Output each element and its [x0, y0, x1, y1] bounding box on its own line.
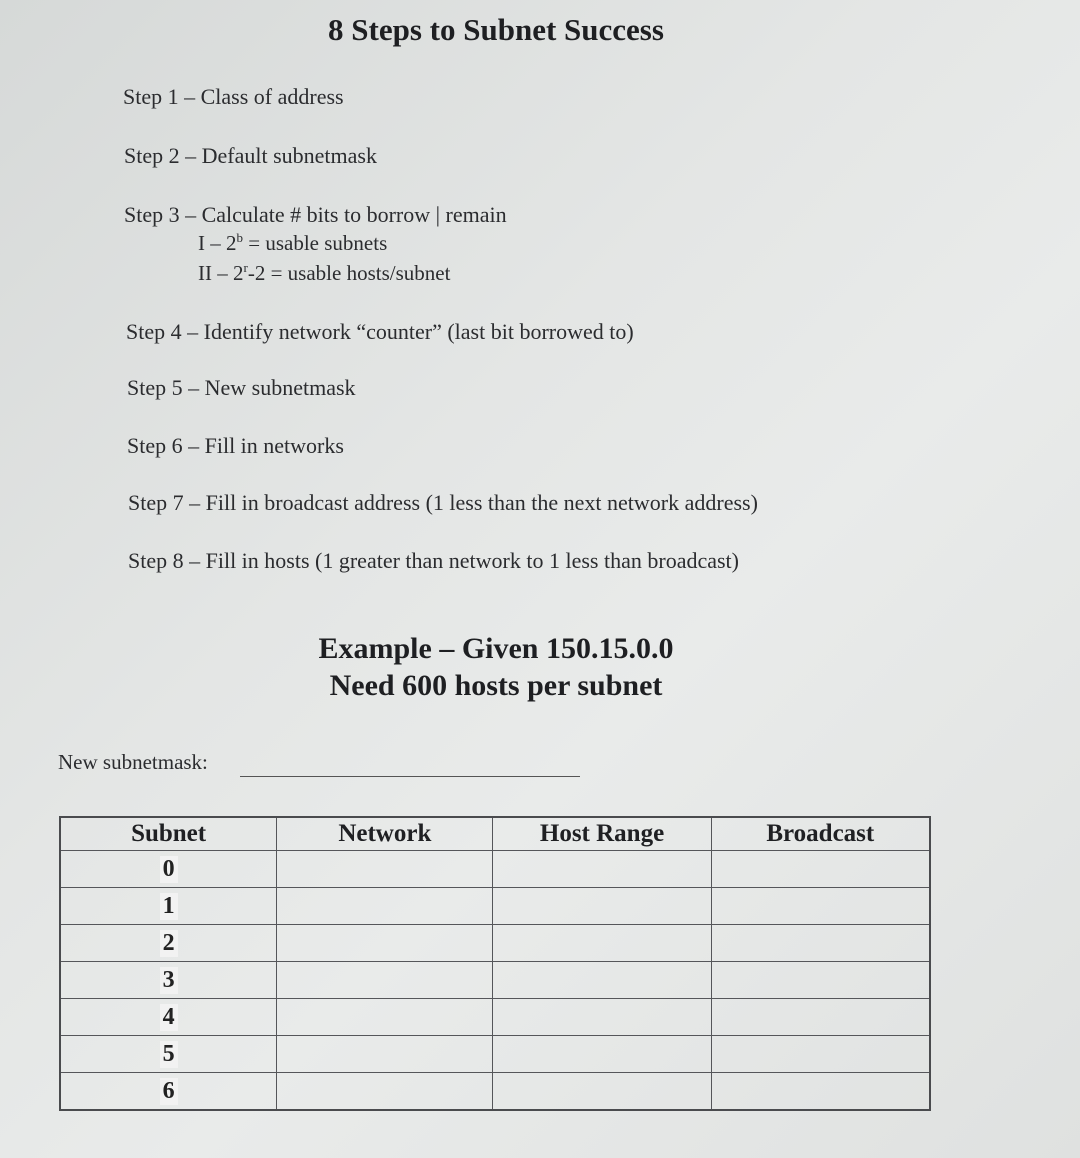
formula-subnets-suffix: = usable subnets — [243, 231, 388, 255]
page-title: 8 Steps to Subnet Success — [328, 12, 664, 47]
subnet-number: 6 — [160, 1078, 178, 1105]
broadcast-cell[interactable] — [711, 925, 930, 962]
network-cell[interactable] — [277, 999, 493, 1036]
host-range-cell[interactable] — [493, 888, 711, 925]
table-row — [60, 999, 930, 1036]
host-range-cell[interactable] — [493, 1073, 711, 1111]
new-subnetmask-label: New subnetmask: — [58, 750, 208, 774]
broadcast-cell[interactable] — [711, 851, 930, 888]
table-row — [60, 851, 930, 888]
broadcast-cell[interactable] — [711, 888, 930, 925]
step-3: Step 3 – Calculate # bits to borrow | remain — [124, 202, 507, 227]
table-row — [60, 962, 930, 999]
example-line-1: Example – Given 150.15.0.0 — [318, 632, 674, 665]
formula-hosts-exponent: r — [243, 260, 248, 275]
header-broadcast: Broadcast — [711, 817, 930, 851]
step-3-formula-hosts — [198, 261, 450, 286]
step-6: Step 6 – Fill in networks — [127, 433, 344, 458]
subnet-number-cell — [60, 888, 277, 925]
broadcast-cell[interactable] — [711, 1073, 930, 1111]
subnet-number-cell — [60, 999, 277, 1036]
network-cell[interactable] — [277, 888, 493, 925]
step-5: Step 5 – New subnetmask — [127, 375, 356, 400]
subnet-number-cell — [60, 851, 277, 888]
step-8: Step 8 – Fill in hosts (1 greater than network to 1 less than broadcast) — [128, 548, 739, 573]
step-4: Step 4 – Identify network “counter” (last bit borrowed to) — [126, 319, 634, 344]
new-subnetmask-blank[interactable] — [240, 776, 580, 777]
step-7: Step 7 – Fill in broadcast address (1 less than the next network address) — [128, 490, 758, 515]
subnet-number-cell — [60, 1073, 277, 1111]
subnet-number: 3 — [160, 967, 178, 994]
example-line-2: Need 600 hosts per subnet — [329, 669, 663, 702]
broadcast-cell[interactable] — [711, 962, 930, 999]
host-range-cell[interactable] — [493, 962, 711, 999]
formula-subnets-prefix: I – 2 — [198, 231, 237, 255]
host-range-cell[interactable] — [493, 925, 711, 962]
formula-subnets-exponent: b — [236, 230, 243, 245]
table-header-row — [60, 817, 930, 851]
network-cell[interactable] — [277, 1073, 493, 1111]
network-cell[interactable] — [277, 962, 493, 999]
network-cell[interactable] — [277, 925, 493, 962]
table-row — [60, 888, 930, 925]
host-range-cell[interactable] — [493, 1036, 711, 1073]
formula-hosts-suffix: -2 = usable hosts/subnet — [247, 261, 451, 285]
step-3-formula-subnets — [198, 231, 387, 256]
network-cell[interactable] — [277, 851, 493, 888]
host-range-cell[interactable] — [493, 851, 711, 888]
subnet-number: 5 — [160, 1041, 178, 1068]
header-subnet: Subnet — [60, 817, 277, 851]
table-row — [60, 925, 930, 962]
host-range-cell[interactable] — [493, 999, 711, 1036]
header-host-range: Host Range — [493, 817, 711, 851]
subnet-number: 2 — [160, 930, 178, 957]
broadcast-cell[interactable] — [711, 999, 930, 1036]
subnet-number: 0 — [160, 856, 178, 883]
subnet-number-cell — [60, 1036, 277, 1073]
table-row — [60, 1036, 930, 1073]
step-2: Step 2 – Default subnetmask — [124, 143, 377, 168]
step-1: Step 1 – Class of address — [123, 84, 344, 109]
subnet-number: 4 — [160, 1004, 178, 1031]
formula-hosts-prefix: II – 2 — [198, 261, 244, 285]
header-network: Network — [277, 817, 493, 851]
subnet-number-cell — [60, 925, 277, 962]
network-cell[interactable] — [277, 1036, 493, 1073]
subnet-table — [59, 816, 931, 1111]
subnet-number: 1 — [160, 893, 178, 920]
broadcast-cell[interactable] — [711, 1036, 930, 1073]
table-row — [60, 1073, 930, 1111]
subnet-number-cell — [60, 962, 277, 999]
